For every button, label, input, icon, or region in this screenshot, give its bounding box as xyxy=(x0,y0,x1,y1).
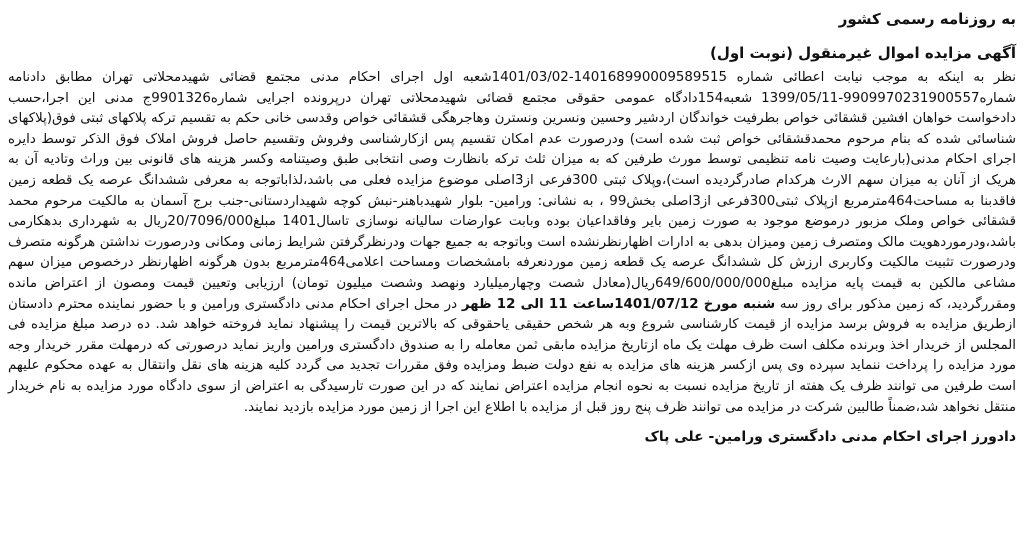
notice-body xyxy=(8,68,1016,418)
notice-body-part-1: نظر به اینکه به موجب نیابت اعطائی شماره 140168990009589515-1401/03/02شعبه اول اجرای احکام مدنی مجتمع قضائی شهیدمحلاتی تهران مطابق دادنامه شماره9909970231900557-1399/05/11 شعبه154دادگاه عمومی حقوقی مجتمع قضائی شهیدمحلاتی تهران درپرونده اجرایی شماره9901326ج مدنی این اجرا،حسب دادخواست خواهان افشین قشقائی خواص بطرفیت خواندگان اردشیر وحسین ونسرین ونسترن وهاجرهگی قشقائی خواص وقدسی خانی حکم به تقسیم ترکه پلاکهای ثبتی فوق(پلاکهای شناسائی شده که بنام مرحوم محمدقشقائی خواص ثبت شده است) ودرصورت عدم امکان تقسیم پس ازکارشناسی وفروش وتقسیم حاصل فروش املاک فوق الذکر توسط دایره اجرای احکام مدنی(بارعایت وصیت نامه تنظیمی توسط مورث طرفین که به میزان ثلث ترکه بانظارت وصی انتخابی طبق وصیتنامه وکسر هزینه های قانونی بین وراث وتادیه آن به هریک از آنان به میزان سهم الارث هرکدام صادرگردیده است)،وپلاک ثبتی 300فرعی از3اصلی موضوع مزایده فعلی می باشد،لذاباتوجه به معرفی ششدانگ عرصه یک قطعه زمین فاقدبنا به مساحت464مترمربع ازپلاک ثبتی300فرعی از3اصلی بخش99 ، به نشانی: ورامین- بلوار شهیدباهنر-نبش کوچه شهیداردستانی-جنب برج آسمان به مالکیت مرحوم محمد قشقائی خواص وملک مزبور درموضع موجود به صورت زمین بایر وفاقداعیان بوده وبابت عوارضات سالیانه نوسازی تاسال1401 مبلغ20/7096/000ریال به شهرداری بدهکارمی باشد،ودرموردهویت مالک ومتصرف زمین ومیزان بدهی به ادارات اظهارنظرنشده است وباتوجه به جمیع جهات ودرنظرگرفتن شرایط زمانی ومکانی ودرصورت نداشتن هرگونه متصرف ودرصورت تثبیت مالکیت وکاربری ارزش کل ششدانگ عرصه یک قطعه زمین موردنعرفه بامشخصات ومساحت اعلامی464مترمربع بدون هرگونه اظهارنظر درخصوص میزان سهم مشاعی مالکین به قیمت پایه مزایده مبلغ649/600/000/000ریال(معادل شصت وچهارمیلیارد ونهصد وشصت میلیون تومان) ارزیابی وتعیین قیمت ومصون از اعتراض مانده ومقررگردید، که زمین مذکور برای روز سه xyxy=(8,70,1017,312)
notice-title: آگهی مزایده اموال غیرمنقول (نوبت اول) xyxy=(709,44,1016,62)
notice-body-part-2: در محل اجرای احکام مدنی دادگستری ورامین و با حضور نماینده محترم دادستان ازطریق مزایده به فروش برسد مزایده از قیمت کارشناسی شروع وبه هر شخص حقیقی یاحقوقی که بالاترین قیمت را پیشنهاد نماید فروخته خواهد شد. ده درصد مبلغ مزایده فی المجلس از خریدار اخذ وبرنده مکلف است ظرف مهلت یک ماه ازتاریخ مزایده مابقی ثمن معامله را به صندوق دادگستری ورامین واریز نماید درصورتی که درمهلت مقرر خریدار وجه مورد مزایده را پرداخت ننماید سپرده وی پس ازکسر هزینه های مزایده به نفع دولت ضبط ومزایده وفق مقررات تجدید می گردد کلیه هزینه های نقل وانتقال به عهده محکوم علیهم است طرفین می توانند ظرف یک هفته از تاریخ مزایده نسبت به نحوه انجام مزایده اعتراض نمایند که در این صورت تارسیدگی به اعتراض از سوی دادگاه مورد مزایده به نام خریدار منتقل نخواهد شد،ضمناً طالبین شرکت در مزایده می توانند ظرف پنج روز قبل از مزایده با اطلاع این اجرا از زمین مورد مزایده بازدید نمایند. xyxy=(8,296,1016,415)
auction-date-highlight: شنبه مورخ 1401/07/12ساعت 11 الی 12 ظهر xyxy=(461,296,776,312)
signature-line: دادورز اجرای احکام مدنی دادگستری ورامین- علی پاک xyxy=(644,429,1016,446)
newspaper-name: به روزنامه رسمی کشور xyxy=(838,10,1016,28)
